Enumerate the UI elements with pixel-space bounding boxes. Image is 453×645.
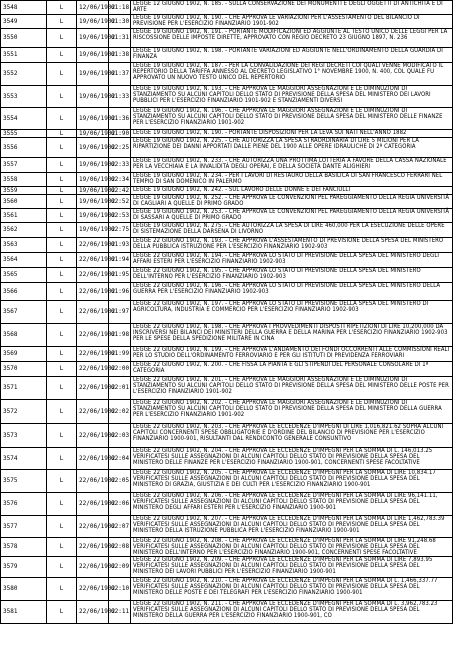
row-date: 22/06/1902	[77, 377, 109, 400]
table-row	[1, 1, 453, 15]
row-date: 19/06/1902	[77, 29, 109, 48]
row-date: 19/06/1902	[77, 158, 109, 173]
row-code: 02:07	[109, 516, 131, 538]
row-type: L	[47, 578, 77, 601]
row-type: L	[47, 138, 77, 158]
table-row	[1, 238, 453, 253]
table-row	[1, 538, 453, 557]
row-title: LEGGE 22 GIUGNO 1902, N. 194. - CHE APPROVA LO STATO DI PREVISIONE DELLA SPESA DEL MINISTERO DEGLI AFFARI ESTERI PER L'ESERCIZIO FINANZIARIO 1902-903	[131, 253, 453, 268]
table-row	[1, 130, 453, 138]
row-date: 19/06/1902	[77, 223, 109, 238]
row-code: 02:04	[109, 448, 131, 470]
row-title: LEGGE 22 GIUGNO 1902, N. 206. - CHE APPROVA LE ECCEDENZE D'IMPEGNI PER LA SOMMA DI LIRE 96,141.11, VERIFICATESI SULLE ASSEGNAZIONI DI ALCUNI CAPITOLI DELLO STATO DI PREVISIONE DELLA SPESA DEL MINISTERO DEGLI AFFARI ESTERI PER L'ESERCIZIO FINANZIARIO 1900-901	[131, 493, 453, 516]
row-number: 3572	[1, 400, 47, 424]
row-date: 22/06/1902	[77, 253, 109, 268]
row-title: LEGGE 22 GIUGNO 1902, N. 198. - CHE APPROVA I PROVVEDIMENTI DISPOSTI RIPETIZIONI DI LIRE 10,200,000 DA INSCRIVERSI NEI BILANCI DEI MINISTERI DELLA GUERRA E DELLA MARINA PER L'ESERCIZIO FINANZIARIO 1902-903 PER LE SPESE DELLA SPEDIZIONE MILITARE IN CINA	[131, 324, 453, 347]
row-number: 3552	[1, 63, 47, 86]
table-row	[1, 173, 453, 187]
row-code: 01:33	[109, 86, 131, 108]
row-code: 02:34	[109, 173, 131, 187]
row-title: LEGGE 22 GIUGNO 1902, N. 210. - CHE APPROVA LE ECCEDENZE D'IMPEGNI PER LA SOMMA DI L. 1,466,337.77 VERIFICATESI SULLE ASSEGNAZIONI DI ALCUNI CAPITOLI DELLO STATO DI PREVISIONE DELLA SPESA DEL MINISTERO DELLE POSTE E DEI TELEGRAFI PER L'ESERCIZIO FINANZIARIO 1900-901	[131, 578, 453, 601]
row-code: 02:01	[109, 377, 131, 400]
table-row	[1, 48, 453, 63]
row-title: LEGGE 19 GIUGNO 1902, N. 233. - CHE AUTORIZZA UNA PROTTIMA LOTTERIA A FAVORE DELLA CASSA NAZIONALE PER LA VECCHIAIA E LA INVALIDITÀ DEGLI OPERAI, E DELLA SOCIETÀ DANTE ALIGHIERI	[131, 158, 453, 173]
row-number: 3580	[1, 578, 47, 601]
row-number: 3579	[1, 557, 47, 578]
row-code: 01:90	[109, 130, 131, 138]
row-type: L	[47, 130, 77, 138]
row-code: 02:09	[109, 557, 131, 578]
row-number: 3556	[1, 138, 47, 158]
row-code: 01:30	[109, 15, 131, 29]
table-row	[1, 324, 453, 347]
table-row	[1, 209, 453, 223]
row-date: 22/06/1902	[77, 601, 109, 624]
row-type: L	[47, 1, 77, 15]
row-type: L	[47, 538, 77, 557]
table-row	[1, 377, 453, 400]
row-title: LEGGE 22 GIUGNO 1902, N. 197. - CHE APPROVA LO STATO DI PREVISIONE DELLA SPESA DEL MINISTERO DI AGRICOLTURA, INDUSTRIA E COMMERCIO PER L'ESERCIZIO FINANZIARIO 1902-903	[131, 301, 453, 324]
row-type: L	[47, 158, 77, 173]
row-code: 02:53	[109, 209, 131, 223]
row-date: 19/06/1902	[77, 195, 109, 209]
row-type: L	[47, 283, 77, 301]
row-date: 22/06/1902	[77, 493, 109, 516]
row-title: LEGGE 22 GIUGNO 1902, N. 211. - CHE APPROVA LE ECCEDENZE D'IMPEGNI PER LA SOMMA DI L. 3,962,783.23 VERIFICATESI SULLE ASSEGNAZIONI DI ALCUNI CAPITOLI DELLO STATO DI PREVISIONE DELLA SPESA DEL MINISTERO DELLA GUERRA PER L'ESERCIZIO FINANZIARIO 1900-901, CO	[131, 601, 453, 624]
table-row	[1, 448, 453, 470]
row-type: L	[47, 223, 77, 238]
row-code: 02:06	[109, 493, 131, 516]
row-code: 01:18	[109, 1, 131, 15]
row-code: 02:42	[109, 187, 131, 195]
row-code: 01:95	[109, 268, 131, 283]
table-row	[1, 86, 453, 108]
row-number: 3576	[1, 493, 47, 516]
row-number: 3570	[1, 362, 47, 377]
row-title: LEGGE 22 GIUGNO 1902, N. 202. - CHE APPROVA LE MAGGIORI ASSEGNAZIONI E LE DIMINUZIONI DI STANZIAMENTO SU ALCUNI CAPITOLI DELLO STATO DI PREVISIONE DELLA SPESA DEL MINISTERO DELLA GUERRA PER L'ESERCIZIO FINANZIARIO 1901-902	[131, 400, 453, 424]
row-code: 02:75	[109, 223, 131, 238]
row-date: 22/06/1902	[77, 516, 109, 538]
row-title: LEGGE 19 GIUGNO 1902, N. 225. - CHE AUTORIZZA LA SPESA STRAORDINARIA DI LIRE 5 MILIONI PER LA RIPARTIZIONE DEI DANNI APPORTATI DALLE PIENE DEL 1900 ALLE OPERE IDRAULICHE DI 2ª CATEGORIA	[131, 138, 453, 158]
row-title: LEGGE 22 GIUGNO 1902, N. 199. - CHE APPROVA L'ANDAMENTO DEI FONDI OCCORRENTI ALLE COMMISSIONI REALI PER LO STUDIO DELL'ORDINAMENTO FERROVIARIO E PER GLI ISTITUTI DI PREVIDENZA FERROVIARI	[131, 347, 453, 362]
row-date: 19/06/1902	[77, 108, 109, 130]
row-number: 3566	[1, 283, 47, 301]
row-date: 19/06/1902	[77, 48, 109, 63]
row-title: LEGGE 22 GIUGNO 1902, N. 208. - CHE APPROVA LE ECCEDENZE D'IMPEGNI PER LA SOMMA DI LIRE 91,248.68 VERIFICATESI SULLE ASSEGNAZIONI DI ALCUNI CAPITOLI DELLO STATO DI PREVISIONE DELLA SPESA DEL MINISTERO DELL'INTERNO PER L'ESERCIZIO FINANZIARIO 1900-901, CONCERNENTI SPESE FACOLTATIVE	[131, 538, 453, 557]
row-title: LEGGE 22 GIUGNO 1902, N. 196. - CHE APPROVA LO STATO DI PREVISIONE DELLA SPESA DEL MINISTERO DELLA GUERRA PER L'ESERCIZIO FINANZIARIO 1902-903	[131, 283, 453, 301]
row-title: LEGGE 19 GIUGNO 1902, N. 193. - CHE APPROVA LE MAGGIORI ASSEGNAZIONI E LE DIMINUZIONI DI STANZIAMENTO SU ALCUNI CAPITOLI DELLO STATO DI PREVISIONE DELLA SPESA DEL MINISTERO DEI LAVORI PUBBLICI PER L'ESERCIZIO FINANZIARIO 1901-902 E STANZIAMENTI DIVERSI	[131, 86, 453, 108]
row-code: 02:00	[109, 362, 131, 377]
row-number: 3577	[1, 516, 47, 538]
row-date: 22/06/1902	[77, 557, 109, 578]
row-number: 3573	[1, 424, 47, 448]
row-title: LEGGE 19 GIUGNO 1902, N. 234. - PER I LAVORI DI RESTAURO DELLA BASILICA DI SAN FRANCESCO FERRARI NEL TEMPIO DI SAN DOMENICO IN PALERMO	[131, 173, 453, 187]
row-number: 3551	[1, 48, 47, 63]
row-number: 3568	[1, 324, 47, 347]
row-type: L	[47, 29, 77, 48]
row-type: L	[47, 253, 77, 268]
table-row	[1, 301, 453, 324]
row-title: LEGGE 22 GIUGNO 1902, N. 201. - CHE APPROVA LE MAGGIORI ASSEGNAZIONI E LE DIMINUZIONI DI STANZIAMENTO SU ALCUNI CAPITOLI DELLO STATO DI PREVISIONE DELLA SPESA DEL MINISTERO DELLE POSTE PER L'ESERCIZIO FINANZIARIO 1901-902	[131, 377, 453, 400]
row-type: L	[47, 377, 77, 400]
row-code: 02:25	[109, 138, 131, 158]
row-number: 3558	[1, 173, 47, 187]
row-type: L	[47, 187, 77, 195]
row-type: L	[47, 448, 77, 470]
row-number: 3571	[1, 377, 47, 400]
row-title: LEGGE 19 GIUGNO 1902, N. 187. - PER LA CONVALIDAZIONE DEI REGI DECRETI COI QUALI VENNE MODIFICATO IL REPERTORIO DELLA TARIFFA ANNESSO AL DECRETO LEGISLATIVO 1° NOVEMBRE 1900, N. 400, COL QUALE FU APPROVATO UN NUOVO TESTO UNICO DEL REPERTORIO	[131, 63, 453, 86]
table-row	[1, 283, 453, 301]
row-code: 01:94	[109, 253, 131, 268]
row-number: 3555	[1, 130, 47, 138]
row-date: 19/06/1902	[77, 15, 109, 29]
table-row	[1, 253, 453, 268]
row-type: L	[47, 48, 77, 63]
row-date: 22/06/1902	[77, 400, 109, 424]
row-title: LEGGE 19 GIUGNO 1902, N. 198. - PORTANTE VARIAZIONI ED AGGIUNTE NELL'ORDINAMENTO DELLA GUARDIA DI FINANZA	[131, 48, 453, 63]
row-title: LEGGE 22 GIUGNO 1902, N. 205. - CHE APPROVA LE ECCEDENZE D'IMPEGNI PER LA SOMMA DI LIRE 10,834.17 VERIFICATESI SULLE ASSEGNAZIONI DI ALCUNI CAPITOLI DELLO STATO DI PREVISIONE DELLA SPESA DEL MINISTERO DI GRAZIA, GIUSTIZIA E DEI CULTI PER L'ESERCIZIO FINANZIARIO 1900-901	[131, 470, 453, 493]
row-date: 19/06/1902	[77, 187, 109, 195]
table-row	[1, 493, 453, 516]
row-date: 19/06/1902	[77, 138, 109, 158]
row-code: 01:31	[109, 29, 131, 48]
row-code: 02:08	[109, 538, 131, 557]
table-row	[1, 424, 453, 448]
table-row	[1, 138, 453, 158]
row-number: 3549	[1, 15, 47, 29]
row-title: LEGGE 22 GIUGNO 1902, N. 193. - CHE APPROVA L'ASSESTAMENTO DI PREVISIONE DELLA SPESA DEL MINISTERO DELLA PUBBLICA ISTRUZIONE PER L'ESERCIZIO FINANZIARIO 1902-903	[131, 238, 453, 253]
table-row	[1, 470, 453, 493]
row-type: L	[47, 209, 77, 223]
row-title: LEGGE 22 GIUGNO 1902, N. 209. - CHE APPROVA LE ECCEDENZE D'IMPEGNI PER LA SOMMA DI LIRE 7,893.95 VERIFICATESI SULLE ASSEGNAZIONI DI ALCUNI CAPITOLI DELLO STATO DI PREVISIONE DELLA SPESA DEL MINISTERO DEI LAVORI PUBBLICI PER L'ESERCIZIO FINANZIARIO 1900-901	[131, 557, 453, 578]
table-row	[1, 195, 453, 209]
row-title: LEGGE 19 GIUGNO 1902, N. 275. - CHE AUTORIZZA LA SPESA DI LIRE 460,000 PER LA ESECUZIONE DELLE OPERE DI SISTEMAZIONE DELLA DARSENA DI LIVORNO	[131, 223, 453, 238]
row-type: L	[47, 601, 77, 624]
table-row	[1, 15, 453, 29]
row-date: 22/06/1902	[77, 283, 109, 301]
row-type: L	[47, 324, 77, 347]
row-code: 02:03	[109, 424, 131, 448]
row-title: LEGGE 22 GIUGNO 1902, N. 195. - CHE APPROVA LO STATO DI PREVISIONE DELLA SPESA DEL MINISTERO DELL'INTERNO PER L'ESERCIZIO FINANZIARIO 1902-903	[131, 268, 453, 283]
row-type: L	[47, 268, 77, 283]
row-date: 19/06/1902	[77, 86, 109, 108]
row-title: LEGGE 22 GIUGNO 1902, N. 200. - CHE FISSA LA PIANTA E GLI STIPENDI DEL PERSONALE CONSOLARE DI 1ª CATEGORIA	[131, 362, 453, 377]
row-date: 19/06/1902	[77, 130, 109, 138]
row-title: LEGGE 22 GIUGNO 1902, N. 204. - CHE APPROVA LE ECCEDENZE D'IMPEGNI PER LA SOMMA DI L. 146,013.25 VERIFICATESI SULLE ASSEGNAZIONI DI ALCUNI CAPITOLI DELLO STATO DI PREVISIONE DELLA SPESA DEL MINISTERO DELLE FINANZE PER L'ESERCIZIO FINANZIARIO 1900-901, CONCERNENTI SPESE FACOLTATIVE	[131, 448, 453, 470]
table-row	[1, 158, 453, 173]
row-number: 3550	[1, 29, 47, 48]
row-number: 3581	[1, 601, 47, 624]
row-type: L	[47, 347, 77, 362]
table-row	[1, 516, 453, 538]
row-date: 12/06/1902	[77, 1, 109, 15]
row-type: L	[47, 470, 77, 493]
table-row	[1, 29, 453, 48]
row-date: 22/06/1902	[77, 347, 109, 362]
row-code: 02:52	[109, 195, 131, 209]
row-code: 01:36	[109, 108, 131, 130]
row-code: 01:97	[109, 301, 131, 324]
row-date: 22/06/1902	[77, 578, 109, 601]
row-type: L	[47, 493, 77, 516]
row-code: 01:37	[109, 63, 131, 86]
row-type: L	[47, 173, 77, 187]
row-title: LEGGE 19 GIUGNO 1902, N. 196. - CHE APPROVA LE MAGGIORI ASSEGNAZIONI E LE DIMINUZIONI DI STANZIAMENTO SU ALCUNI CAPITOLI DELLO STATO DI PREVISIONE DELLA SPESA DEL MINISTERO DELLE FINANZE PER L'ESERCIZIO FINANZIARIO 1901-902	[131, 108, 453, 130]
row-number: 3567	[1, 301, 47, 324]
row-type: L	[47, 362, 77, 377]
row-title: LEGGE 22 GIUGNO 1902, N. 203. - CHE APPROVA LE ECCEDENZE D'IMPEGNI DI LIRE 1,016,821.62 SOPRA ALCUNI CAPITOLI CONCERNENTI SPESE OBBLIGATORIE E D'ORDINE DEL BILANCIO DI PREVISIONE PER L'ESERCIZIO FINANZIARIO 1900-901, RISULTANTI DAL RENDICONTO GENERALE CONSUNTIVO	[131, 424, 453, 448]
row-number: 3569	[1, 347, 47, 362]
row-number: 3557	[1, 158, 47, 173]
table-row	[1, 187, 453, 195]
row-title: LEGGE 19 GIUGNO 1902, N. 190. - PORTANTE DISPOSIZIONI PER LA LEVA SUI NATI NELL'ANNO 1882	[131, 130, 453, 138]
row-number: 3575	[1, 470, 47, 493]
row-number: 3553	[1, 86, 47, 108]
row-title: LEGGE 22 GIUGNO 1902, N. 207. - CHE APPROVA LE ECCEDENZE D'IMPEGNI PER LA SOMMA DI LIRE 1,462,783.39 VERIFICATESI SULLE ASSEGNAZIONI DI ALCUNI CAPITOLI DELLO STATO DI PREVISIONE DELLA SPESA DEL MINISTERO DELLA ISTRUZIONE PUBBLICA PER L'ESERCIZIO FINANZIARIO 1900-901	[131, 516, 453, 538]
table-row	[1, 347, 453, 362]
row-date: 22/06/1902	[77, 470, 109, 493]
row-number: 3561	[1, 209, 47, 223]
row-number: 3548	[1, 1, 47, 15]
row-type: L	[47, 557, 77, 578]
row-number: 3578	[1, 538, 47, 557]
row-number: 3574	[1, 448, 47, 470]
row-date: 22/06/1902	[77, 268, 109, 283]
row-date: 22/06/1902	[77, 538, 109, 557]
row-code: 02:33	[109, 158, 131, 173]
row-date: 19/06/1902	[77, 173, 109, 187]
table-row	[1, 578, 453, 601]
laws-table-body	[1, 1, 453, 624]
row-code: 01:93	[109, 238, 131, 253]
table-row	[1, 268, 453, 283]
table-row	[1, 400, 453, 424]
row-number: 3564	[1, 253, 47, 268]
row-date: 19/06/1902	[77, 63, 109, 86]
row-date: 19/06/1902	[77, 209, 109, 223]
row-date: 22/06/1902	[77, 424, 109, 448]
row-title: LEGGE 19 GIUGNO 1902, N. 252. - CHE APPROVA LE CONVENZIONI PEL PAREGGIAMENTO DELLA REGIA UNIVERSITÀ DI CAGLIARI A QUELLE DI PRIMO GRADO	[131, 195, 453, 209]
row-number: 3565	[1, 268, 47, 283]
row-type: L	[47, 108, 77, 130]
row-type: L	[47, 424, 77, 448]
row-title: LEGGE 19 GIUGNO 1902, N. 253. - CHE APPROVA LE CONVENZIONI PEL PAREGGIAMENTO DELLA REGIA UNIVERSITÀ DI SASSARI A QUELLE DI PRIMO GRADO	[131, 209, 453, 223]
row-type: L	[47, 400, 77, 424]
row-code: 02:11	[109, 601, 131, 624]
row-code: 01:99	[109, 347, 131, 362]
row-type: L	[47, 86, 77, 108]
row-date: 22/06/1902	[77, 362, 109, 377]
row-title: LEGGE 12 GIUGNO 1902, N. 185. - SULLA CONSERVAZIONE DEI MONUMENTI E DEGLI OGGETTI DI ANTICHITÀ E DI ARTE	[131, 1, 453, 15]
row-type: L	[47, 195, 77, 209]
row-code: 02:02	[109, 400, 131, 424]
row-code: 01:38	[109, 48, 131, 63]
row-type: L	[47, 516, 77, 538]
row-number: 3554	[1, 108, 47, 130]
row-number: 3560	[1, 195, 47, 209]
row-date: 22/06/1902	[77, 324, 109, 347]
row-title: LEGGE 19 GIUGNO 1902, N. 191. - PORTANTE MODIFICAZIONI ED AGGIUNTE AL TESTO UNICO DELLE LEGGI PER LA RISCOSSIONE DELLE IMPOSTE DIRETTE, APPROVATO CON REGIO DECRETO 23 GIUGNO 1897, N. 236	[131, 29, 453, 48]
row-date: 22/06/1902	[77, 301, 109, 324]
row-type: L	[47, 63, 77, 86]
row-date: 22/06/1902	[77, 238, 109, 253]
table-row	[1, 557, 453, 578]
row-code: 02:10	[109, 578, 131, 601]
row-code: 01:98	[109, 324, 131, 347]
row-type: L	[47, 15, 77, 29]
row-code: 01:96	[109, 283, 131, 301]
row-date: 22/06/1902	[77, 448, 109, 470]
table-row	[1, 108, 453, 130]
row-number: 3559	[1, 187, 47, 195]
row-type: L	[47, 238, 77, 253]
table-row	[1, 362, 453, 377]
row-title: LEGGE 19 GIUGNO 1902, N. 242. - SUL LAVORO DELLE DONNE E DEI FANCIULLI	[131, 187, 453, 195]
table-row	[1, 223, 453, 238]
row-type: L	[47, 301, 77, 324]
table-row	[1, 63, 453, 86]
row-code: 02:05	[109, 470, 131, 493]
row-number: 3563	[1, 238, 47, 253]
row-title: LEGGE 19 GIUGNO 1902, N. 190. - CHE APPROVA LE VARIAZIONI PER L'ASSESTAMENTO DEL BILANCIO DI PREVISIONE PER L'ESERCIZIO FINANZIARIO 1901-902	[131, 15, 453, 29]
table-row	[1, 601, 453, 624]
row-number: 3562	[1, 223, 47, 238]
